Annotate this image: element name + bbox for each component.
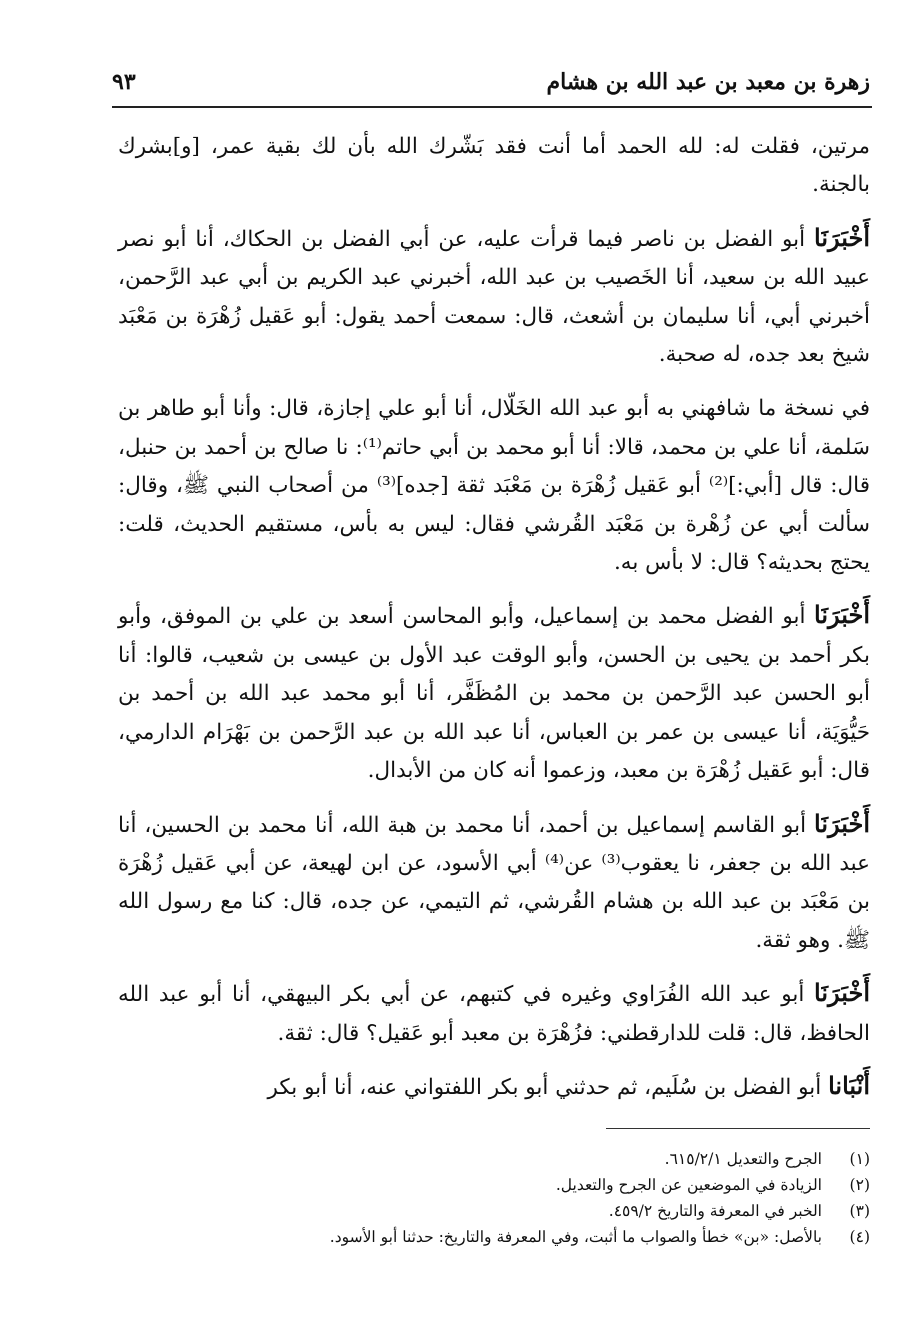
paragraph-lead: أَخْبَرَنَا: [814, 978, 870, 1008]
page-number: ٩٣: [112, 69, 136, 95]
footnote-text: الزيادة في الموضعين عن الجرح والتعديل.: [555, 1176, 822, 1194]
paragraph-lead: أَخْبَرَنَا: [814, 222, 870, 252]
footnote-number: (١): [849, 1150, 870, 1168]
running-title: زهرة بن معبد بن عبد الله بن هشام: [546, 69, 870, 95]
paragraph-text: مرتين، فقلت له: لله الحمد أما أنت فقد بَشّرك الله بأن لك بقية عمر، [و]بشرك بالجنة.: [118, 134, 870, 198]
page-header: [112, 62, 870, 102]
footnote-number: (٣): [849, 1202, 870, 1220]
paragraph-text: أبو الفضل محمد بن إسماعيل، وأبو المحاسن أسعد بن علي بن الموفق، وأبو بكر أحمد بن يحيى بن الحسن، وأبو الوقت عبد الأول بن عيسى بن شعيب، قالوا: أنا أبو الحسن عبد الرَّحمن بن محمد بن المُظَفَّر، أنا أبو محمد عبد الله بن أحمد بن حَيُّوَيَة، أنا عيسى بن عمر بن العباس، أنا عبد الله بن عبد الرَّحمن بن بَهْرَام الدارمي، قال: أبو عَقيل زُهْرَة بن معبد، وزعموا أنه كان من الأبدال.: [118, 604, 870, 784]
header-divider: [112, 106, 872, 108]
footnotes: [150, 1146, 870, 1250]
footnote-number: (٢): [849, 1176, 870, 1194]
paragraph-lead: أَخْبَرَنَا: [814, 808, 870, 838]
paragraph: [118, 126, 870, 205]
paragraph: [118, 974, 870, 1053]
footnote: [150, 1198, 870, 1224]
footnote: [150, 1224, 870, 1250]
paragraph-text: أبو الفضل بن سُلَيم، ثم حدثني أبو بكر اللفتواني عنه، أنا أبو بكر: [267, 1074, 829, 1100]
paragraph: [118, 388, 870, 582]
main-text: [118, 126, 870, 1121]
paragraph: [118, 1067, 870, 1107]
footnote-text: الخبر في المعرفة والتاريخ ٤٥٩/٢.: [608, 1202, 822, 1220]
footnote-text: الجرح والتعديل ٦١٥/٢/١.: [664, 1150, 822, 1168]
paragraph: [118, 596, 870, 790]
footnote-divider: [606, 1128, 870, 1129]
footnote: [150, 1172, 870, 1198]
footnote-text: بالأصل: «بن» خطأ والصواب ما أثبت، وفي المعرفة والتاريخ: حدثنا أبو الأسود.: [329, 1228, 822, 1246]
paragraph-text: أبو القاسم إسماعيل بن أحمد، أنا محمد بن هبة الله، أنا محمد بن الحسين، أنا عبد الله بن جعفر، نا يعقوب⁽³⁾ عن⁽⁴⁾ أبي الأسود، عن ابن لهيعة، عن أبي عَقيل زُهْرَة بن مَعْبَد بن عبد الله بن هشام القُرشي، ثم التيمي، عن جده، قال: كنا مع رسول الله ﷺ. وهو ثقة.: [118, 812, 870, 953]
footnote-number: (٤): [849, 1228, 870, 1246]
paragraph: [118, 219, 870, 375]
paragraph: [118, 805, 870, 961]
paragraph-lead: أَخْبَرَنَا: [814, 600, 870, 630]
footnote: [150, 1146, 870, 1172]
paragraph-text: في نسخة ما شافهني به أبو عبد الله الخَلّال، أنا أبو علي إجازة، قال: وأنا أبو طاهر بن سَلمة، أنا علي بن محمد، قالا: أنا أبو محمد بن أبي حاتم⁽¹⁾: نا صالح بن أحمد بن حنبل، قال: قال [أبي:]⁽²⁾ أبو عَقيل زُهْرَة بن مَعْبَد ثقة [جده]⁽³⁾ من أصحاب النبي ﷺ، وقال: سألت أبي عن زُهْرة بن مَعْبَد القُرشي فقال: ليس به بأس، مستقيم الحديث، قلت: يحتج بحديثه؟ قال: لا بأس به.: [118, 396, 871, 576]
paragraph-text: أبو الفضل بن ناصر فيما قرأت عليه، عن أبي الفضل بن الحكاك، أنا أبو نصر عبيد الله بن سعيد، أنا الخَصيب بن عبد الله، أخبرني عبد الكريم بن أبي عبد الرَّحمن، أخبرني أبي، أنا سليمان بن أشعث، قال: سمعت أحمد يقول: أبو عَقيل زُهْرَة بن مَعْبَد شيخ بعد جده، له صحبة.: [118, 226, 870, 368]
paragraph-lead: أَنْبَانا: [828, 1070, 870, 1100]
paragraph-text: أبو عبد الله الفُرَاوي وغيره في كتبهم، عن أبي بكر البيهقي، أنا أبو عبد الله الحافظ، قال: قلت للدارقطني: فزُهْرَة بن معبد أبو عَقيل؟ قال: ثقة.: [118, 982, 870, 1046]
